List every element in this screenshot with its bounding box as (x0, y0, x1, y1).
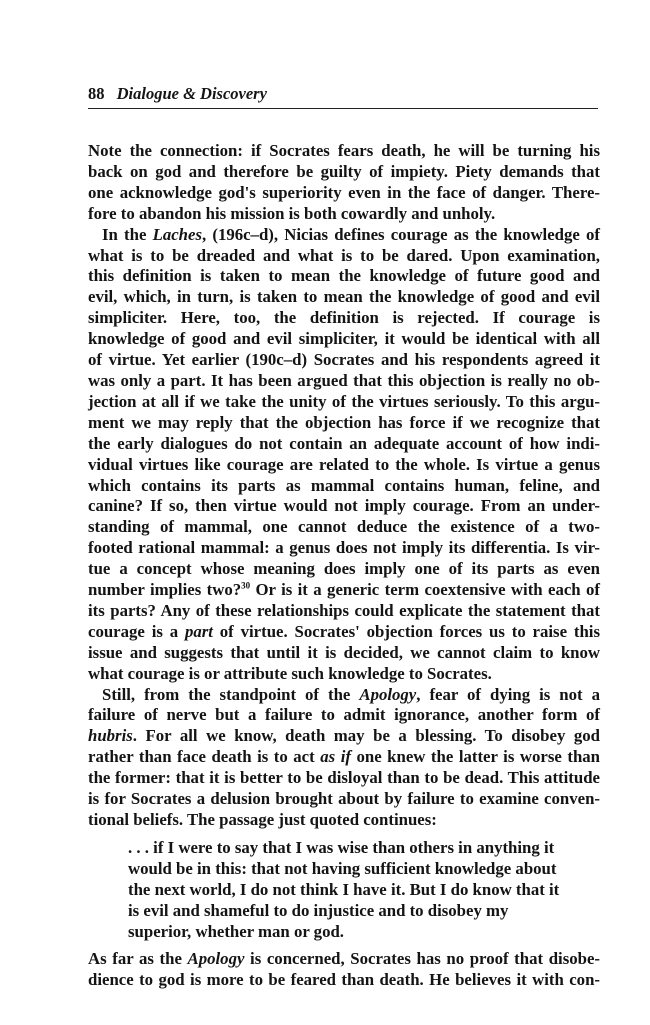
footnote-marker: 30 (241, 580, 251, 591)
running-title: Dialogue & Discovery (116, 84, 267, 103)
italic-title-apology: Apology (359, 684, 417, 704)
text-line: the former: that it is better to be disloyal than to be dead. This attitude (88, 768, 600, 788)
text-line: the early dialogues do not contain an adequate account of how indi- (88, 433, 600, 453)
quote-line: the next world, I do not think I have it. But I do know that it (128, 879, 560, 899)
quote-line: superior, whether man or god. (128, 921, 344, 941)
paragraph-2 (88, 225, 600, 685)
text-run: , fear of dying is not a (416, 684, 600, 704)
text-run: is concerned, Socrates has no proof that disobe- (244, 949, 600, 969)
italic-word-part: part (184, 621, 213, 641)
quote-line: would be in this: that not having sufficient knowledge about (128, 858, 557, 878)
text-line: issue and suggests that until it is decided, we cannot claim to know (88, 642, 600, 662)
text-run: , (196c–d), Nicias defines courage as the knowledge of (201, 224, 600, 244)
quote-line: is evil and shameful to do injustice and to disobey my (128, 900, 509, 920)
text-line: what courage is or attribute such knowledge to Socrates. (88, 663, 492, 683)
text-line: jection at all if we take the unity of the virtues seriously. To this argu- (88, 391, 600, 411)
text-line (88, 225, 600, 246)
text-line: knowledge of good and evil simpliciter, it would be identical with all (88, 329, 600, 349)
running-header (88, 84, 598, 104)
text-line: back on god and therefore be guilty of impiety. Piety demands that (88, 161, 600, 181)
text-line (88, 622, 600, 643)
text-line: vidual virtues like courage are related to the whole. Is virtue a genus (88, 454, 600, 474)
text-run: In the (102, 224, 153, 244)
text-run: As far as the (88, 949, 188, 969)
text-line: fore to abandon his mission is both cowardly and unholy. (88, 203, 496, 223)
text-run: one knew the latter is worse than (350, 747, 600, 767)
paragraph-4 (88, 949, 600, 991)
text-run: courage is a (88, 621, 185, 641)
text-line: tue a concept whose meaning does imply one of its parts as even (88, 559, 600, 579)
text-line: simpliciter. Here, too, the definition is rejected. If courage is (88, 308, 600, 328)
text-line (88, 685, 600, 706)
text-line: of virtue. Yet earlier (190c–d) Socrates and his respondents agreed it (88, 350, 600, 370)
text-run: Or is it a generic term coextensive with each of (250, 580, 600, 600)
italic-phrase-as-if: as if (320, 747, 351, 767)
text-run: rather than face death is to act (88, 747, 321, 767)
quote-line: . . . if I were to say that I was wise than others in anything it (128, 837, 555, 857)
text-line: its parts? Any of these relationships could explicate the statement that (88, 600, 600, 620)
text-run: . For all we know, death may be a blessing. To disobey god (132, 726, 600, 746)
text-line (88, 949, 600, 970)
text-line: this definition is taken to mean the knowledge of future good and (88, 266, 600, 286)
text-line: evil, which, in turn, is taken to mean the knowledge of good and evil (88, 287, 600, 307)
text-line: tional beliefs. The passage just quoted continues: (88, 810, 437, 829)
text-line (88, 747, 600, 768)
text-line: Note the connection: if Socrates fears death, he will be turning his (88, 141, 600, 160)
text-run: of virtue. Socrates' objection forces us to raise this (212, 621, 600, 641)
italic-title-apology: Apology (187, 949, 245, 969)
text-line (88, 580, 600, 601)
text-run: number implies two? (88, 580, 242, 600)
page-number: 88 (88, 84, 105, 103)
text-line: canine? If so, then virtue would not imply courage. From an under- (88, 496, 600, 516)
text-line: is for Socrates a delusion brought about by failure to examine conven- (88, 789, 600, 809)
italic-word-hubris: hubris (88, 726, 133, 746)
text-line: one acknowledge god's superiority even in the face of danger. There- (88, 182, 600, 202)
text-line: what is to be dreaded and what is to be dared. Upon examination, (88, 245, 600, 265)
text-line: ment we may reply that the objection has force if we recognize that (88, 412, 600, 432)
text-run: Still, from the standpoint of the (102, 684, 360, 704)
text-line: was only a part. It has been argued that this objection is really no ob- (88, 370, 600, 390)
text-line: standing of mammal, one cannot deduce the existence of a two- (88, 517, 600, 537)
paragraph-3 (88, 685, 600, 831)
italic-title-laches: Laches (152, 224, 202, 244)
body-text (88, 141, 600, 991)
text-line (88, 726, 600, 747)
text-line: dience to god is more to be feared than death. He believes it with con- (88, 970, 600, 990)
paragraph-1 (88, 141, 600, 225)
header-rule (88, 108, 598, 109)
text-line: footed rational mammal: a genus does not imply its differentia. Is vir- (88, 538, 600, 558)
text-line: which contains its parts as mammal contains human, feline, and (88, 475, 600, 495)
block-quote (88, 838, 583, 943)
text-line: failure of nerve but a failure to admit ignorance, another form of (88, 705, 600, 725)
